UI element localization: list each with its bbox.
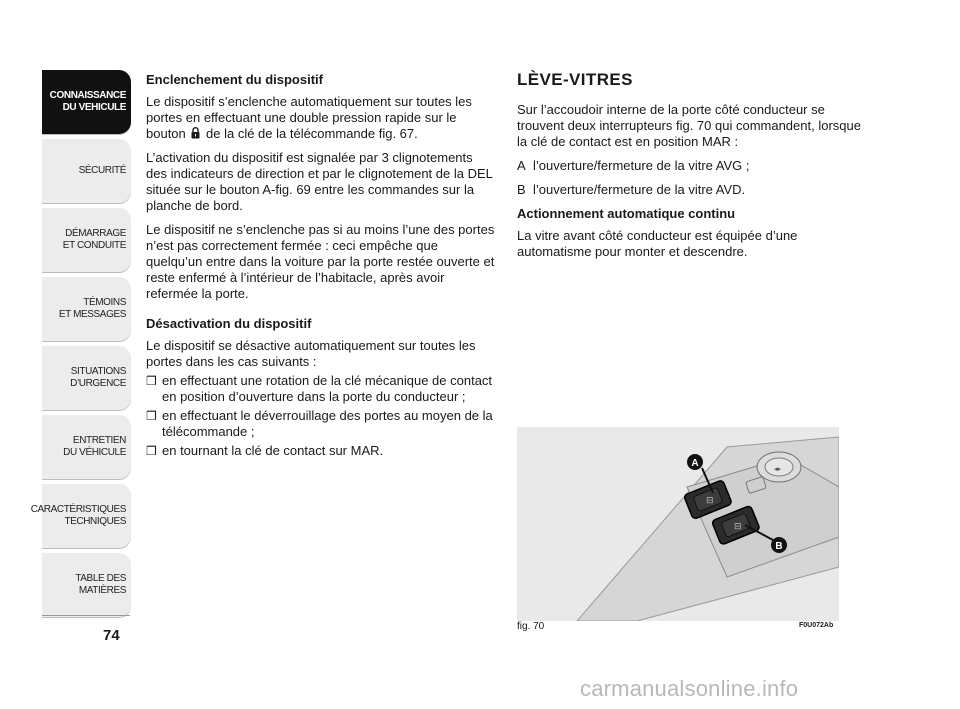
figure-code: F0U072Ab — [799, 622, 834, 629]
tab-label-line2: TECHNIQUES — [64, 516, 126, 527]
list-item-text: en effectuant le déverrouillage des portes au moyen de la télécommande ; — [162, 408, 493, 439]
paragraph-intro: Sur l’accoudoir interne de la porte côté conducteur se trouvent deux interrupteurs fig. 70 qui commandent, lorsque la clé de contact est en position MAR : — [517, 102, 861, 149]
tab-label-line1: SITUATIONS — [70, 366, 126, 377]
tab-label-line1: CONNAISSANCE — [49, 90, 126, 101]
tab-label-line1: DÉMARRAGE — [65, 228, 126, 239]
list-item — [517, 182, 862, 198]
list-item-text: en effectuant une rotation de la clé mécanique de contact en position d’ouverture dans la porte du conducteur ; — [162, 373, 493, 404]
svg-text:◂▸: ◂▸ — [774, 465, 782, 473]
list-item — [146, 408, 496, 440]
paragraph-desactivation: Le dispositif se désactive automatiquement sur toutes les portes dans les cas suivants : — [146, 338, 476, 369]
svg-text:⊟: ⊟ — [706, 496, 714, 506]
checkbox-bullet-icon: ❒ — [146, 409, 157, 423]
sidebar-divider — [42, 615, 130, 616]
tab-label-line2: MATIÈRES — [78, 585, 126, 596]
list-item — [517, 158, 862, 174]
list-item — [146, 373, 496, 405]
list-item-text: l’ouverture/fermeture de la vitre AVG ; — [533, 158, 750, 173]
tab-connaissance-du-vehicule[interactable] — [42, 70, 131, 134]
tab-label-line2: D’URGENCE — [70, 378, 126, 389]
list-item-text: l’ouverture/fermeture de la vitre AVD. — [533, 182, 746, 197]
tab-table-des-matieres[interactable] — [42, 553, 131, 617]
window-switch-illustration — [517, 427, 839, 621]
heading-enclenchement: Enclenchement du dispositif — [146, 72, 323, 87]
left-column — [146, 72, 496, 462]
callout-b-label: B — [775, 541, 783, 552]
tab-demarrage-et-conduite[interactable] — [42, 208, 131, 272]
checkbox-bullet-icon: ❒ — [146, 374, 157, 388]
paragraph-actionnement: La vitre avant côté conducteur est équipée d’une automatisme pour monter et descendre. — [517, 228, 798, 259]
tab-label-line1: TÉMOINS — [83, 297, 126, 308]
list-item-label: B — [517, 182, 526, 197]
tab-caracteristiques-techniques[interactable] — [30, 484, 131, 548]
list-item-text: en tournant la clé de contact sur MAR. — [162, 443, 384, 458]
tab-label-line2: DU VEHICULE — [62, 102, 126, 113]
paragraph-enclenchement — [146, 94, 496, 142]
list-item — [146, 443, 496, 459]
heading-desactivation: Désactivation du dispositif — [146, 316, 312, 331]
tab-situations-d-urgence[interactable] — [42, 346, 131, 410]
paragraph-text: Le dispositif s’enclenche automatiquement sur toutes les portes en effectuant une double pression rapide sur le bouton — [146, 94, 472, 141]
figure-caption: fig. 70 — [517, 621, 545, 632]
page-number: 74 — [103, 627, 120, 644]
lock-icon — [191, 127, 200, 139]
tab-label-line1: ENTRETIEN — [72, 435, 126, 446]
tab-temoins-et-messages[interactable] — [42, 277, 131, 341]
callout-a-label: A — [691, 458, 699, 469]
heading-actionnement: Actionnement automatique continu — [517, 206, 736, 221]
list-item-label: A — [517, 158, 526, 173]
tab-label-line1: SÉCURITÉ — [78, 165, 126, 176]
tab-label-line1: CARACTÉRISTIQUES — [30, 504, 126, 515]
paragraph-not-engaged: Le dispositif ne s’enclenche pas si au moins l’une des portes n’est pas correctement fermée : ceci empêche que quelqu’un entre dans la voiture par la porte restée ouverte et reste enfermé à l’intérieur de l’habitacle, après avoir refermée la porte. — [146, 222, 495, 301]
svg-text:⊟: ⊟ — [734, 522, 742, 532]
paragraph-text: de la clé de la télécommande fig. 67. — [206, 126, 418, 141]
figure-window-switches — [517, 427, 839, 621]
tab-label-line2: ET CONDUITE — [62, 240, 126, 251]
tab-label-line1: TABLE DES — [75, 573, 126, 584]
tab-label-line2: DU VÉHICULE — [63, 447, 126, 458]
checkbox-bullet-icon: ❒ — [146, 444, 157, 458]
tab-securite[interactable] — [42, 139, 131, 203]
paragraph-activation: L’activation du dispositif est signalée par 3 clignotements des indicateurs de direction et par le clignotement de la DEL située sur le bouton A-fig. 69 entre les commandes sur la planche de bord. — [146, 150, 493, 213]
tab-label-line2: ET MESSAGES — [58, 309, 126, 320]
right-column — [517, 72, 862, 268]
section-title: LÈVE-VITRES — [517, 70, 633, 89]
watermark-text: carmanualsonline.info — [580, 676, 799, 701]
tab-entretien-du-vehicule[interactable] — [42, 415, 131, 479]
